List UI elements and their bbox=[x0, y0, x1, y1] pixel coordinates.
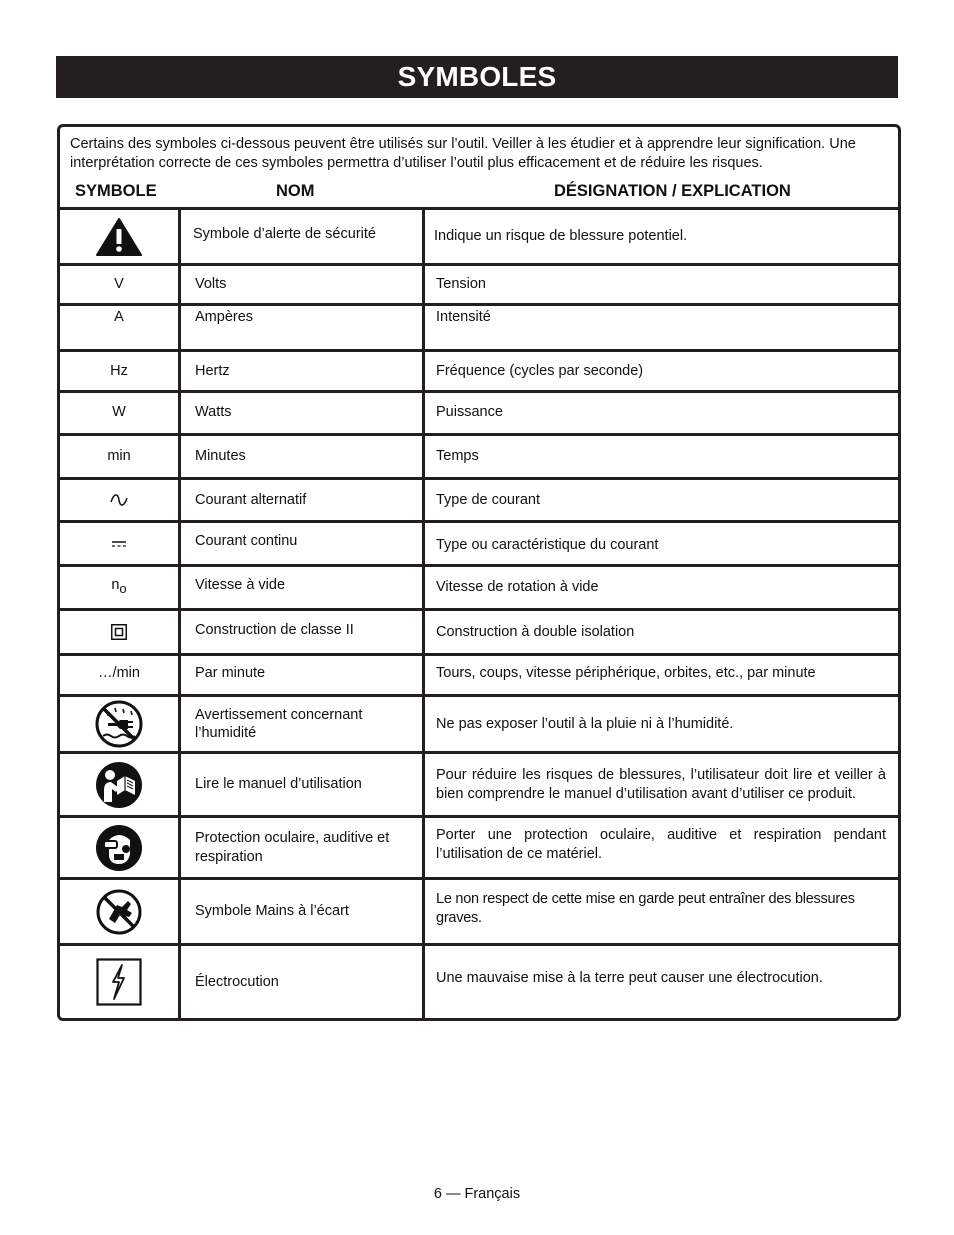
row-name: Symbole d’alerte de sécurité bbox=[193, 226, 376, 243]
table-column-divider bbox=[422, 207, 425, 1018]
class-ii-construction-icon bbox=[111, 624, 127, 640]
row-name: Construction de classe II bbox=[195, 621, 354, 638]
safety-alert-icon bbox=[96, 217, 142, 257]
row-symbol: W bbox=[112, 403, 126, 420]
row-explanation: Intensité bbox=[436, 309, 491, 325]
row-symbol: …/min bbox=[98, 664, 140, 681]
no-load-speed-symbol: $n_o$ bbox=[111, 577, 127, 597]
page-footer: 6 — Français bbox=[433, 1186, 521, 1202]
intro-text: Certains des symboles ci-dessous peuvent être utilisés sur l’outil. Veiller à les étudier et à apprendre leur signification. Une interprétation correcte de ces symboles permettra d’utiliser l’outil plus efficacement et de réduire les risques. bbox=[70, 136, 856, 171]
alternating-current-icon bbox=[109, 493, 129, 507]
row-symbol: min bbox=[107, 448, 131, 465]
row-symbol bbox=[60, 480, 178, 520]
header-symbol: SYMBOLE bbox=[75, 182, 157, 200]
row-name: Courant continu bbox=[195, 533, 298, 550]
row-explanation: Le non respect de cette mise en garde peut entraîner des blessures graves. bbox=[436, 891, 855, 926]
row-name: Vitesse à vide bbox=[195, 577, 286, 594]
row-name: Volts bbox=[195, 276, 227, 293]
row-explanation: Temps bbox=[436, 448, 479, 465]
row-symbol: A bbox=[114, 309, 124, 325]
row-explanation: Vitesse de rotation à vide bbox=[436, 579, 599, 596]
row-explanation: Tension bbox=[436, 276, 486, 293]
direct-current-icon bbox=[112, 540, 126, 548]
row-explanation: Type ou caractéristique du courant bbox=[436, 537, 659, 554]
header-name: NOM bbox=[276, 182, 315, 200]
row-name: Électrocution bbox=[195, 973, 279, 990]
row-symbol bbox=[60, 818, 178, 877]
electrocution-icon bbox=[96, 958, 142, 1006]
row-explanation: Pour réduire les risques de blessures, l’utilisateur doit lire et veiller à bien comprendre le manuel d’utilisation avant d’utiliser ce produit. bbox=[436, 767, 886, 802]
row-name: Watts bbox=[195, 403, 232, 420]
row-symbol bbox=[60, 880, 178, 943]
row-symbol bbox=[60, 754, 178, 815]
header-explanation: DÉSIGNATION / EXPLICATION bbox=[554, 182, 791, 200]
row-name: Symbole Mains à l’écart bbox=[195, 903, 349, 920]
page-title: SYMBOLES bbox=[56, 56, 898, 98]
row-explanation: Une mauvaise mise à la terre peut causer une électrocution. bbox=[436, 969, 823, 986]
row-symbol bbox=[60, 611, 178, 653]
row-symbol bbox=[60, 697, 178, 751]
row-name: Hertz bbox=[195, 362, 230, 379]
row-symbol bbox=[60, 946, 178, 1018]
row-explanation: Indique un risque de blessure potentiel. bbox=[434, 228, 688, 245]
row-name: Minutes bbox=[195, 448, 246, 465]
row-name: Courant alternatif bbox=[195, 491, 307, 508]
wet-conditions-alert-icon bbox=[95, 700, 143, 748]
eye-ear-breathing-protection-icon bbox=[95, 824, 143, 872]
row-name: Avertissement concernant l’humidité bbox=[195, 706, 363, 741]
hands-away-icon bbox=[96, 889, 142, 935]
row-symbol: Hz bbox=[110, 362, 128, 379]
symbols-table bbox=[57, 124, 901, 1021]
row-name: Lire le manuel d’utilisation bbox=[195, 776, 362, 793]
row-symbol bbox=[60, 523, 178, 564]
row-explanation: Construction à double isolation bbox=[436, 623, 635, 640]
table-column-divider bbox=[178, 207, 181, 1018]
row-name: Protection oculaire, auditive et respiration bbox=[195, 830, 390, 865]
row-name: Par minute bbox=[195, 664, 266, 681]
row-name: Ampères bbox=[195, 309, 254, 325]
row-explanation: Puissance bbox=[436, 403, 503, 420]
row-explanation: Porter une protection oculaire, auditive et respiration pendant l’utilisation de ce matériel. bbox=[436, 827, 886, 862]
row-explanation: Type de courant bbox=[436, 491, 540, 508]
row-symbol bbox=[60, 567, 178, 608]
row-symbol bbox=[60, 210, 178, 263]
row-explanation: Ne pas exposer l’outil à la pluie ni à l’humidité. bbox=[436, 715, 734, 732]
row-explanation: Tours, coups, vitesse périphérique, orbites, etc., par minute bbox=[436, 664, 816, 681]
read-manual-icon bbox=[95, 761, 143, 809]
row-symbol: V bbox=[114, 276, 124, 293]
row-explanation: Fréquence (cycles par seconde) bbox=[436, 362, 644, 379]
